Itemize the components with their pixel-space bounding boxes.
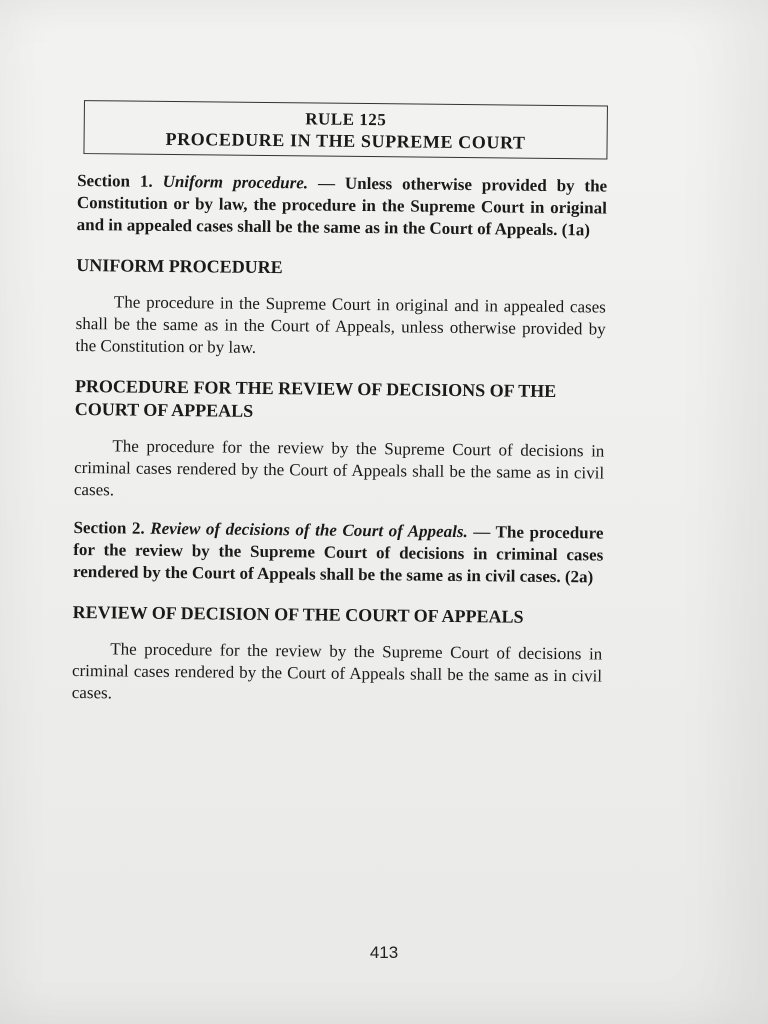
- page-content: [72, 100, 608, 710]
- section-2-title: Review of decisions of the Court of Appeals.: [150, 518, 468, 542]
- page-number: 413: [369, 943, 399, 962]
- section-1-body: Unless otherwise provided by the Constitution or by law, the procedure in the Supreme Court in original and in appealed cases shall be the same as in the Court of Appeals. (1a): [76, 173, 608, 240]
- rule-title: PROCEDURE IN THE SUPREME COURT: [165, 128, 526, 153]
- rule-header-box: [83, 100, 608, 159]
- paragraph-uniform-procedure: The procedure in the Supreme Court in original and in appealed cases shall be the same as in the Court of Appeals, unless otherwise provided by the Constitution or by law.: [75, 292, 606, 357]
- heading-review-of-decision: REVIEW OF DECISION OF THE COURT OF APPEALS: [72, 601, 524, 627]
- paragraph-review-procedure: The procedure for the review by the Supreme Court of decisions in criminal cases rendered by the Court of Appeals shall be the same as in civil cases.: [73, 436, 605, 500]
- section-1-dash: —: [307, 173, 346, 193]
- section-2: [73, 517, 604, 589]
- rule-number: RULE 125: [305, 109, 387, 130]
- section-2-number: Section 2.: [73, 517, 145, 538]
- section-1: [77, 170, 608, 242]
- section-2-body: The procedure for the review by the Supreme Court of decisions in criminal cases rendered by the Court of Appeals shall be the same as in civil cases. (2a): [72, 522, 604, 587]
- section-1-number: Section 1.: [77, 170, 153, 191]
- heading-review-procedure: PROCEDURE FOR THE REVIEW OF DECISIONS OF THE COURT OF APPEALS: [74, 375, 557, 421]
- heading-uniform-procedure: UNIFORM PROCEDURE: [76, 254, 283, 278]
- section-2-dash: —: [467, 522, 496, 542]
- paragraph-review-of-decision: The procedure for the review by the Supreme Court of decisions in criminal cases rendered by the Court of Appeals shall be the same as in civil cases.: [71, 639, 603, 703]
- section-1-title: Uniform procedure.: [162, 171, 309, 193]
